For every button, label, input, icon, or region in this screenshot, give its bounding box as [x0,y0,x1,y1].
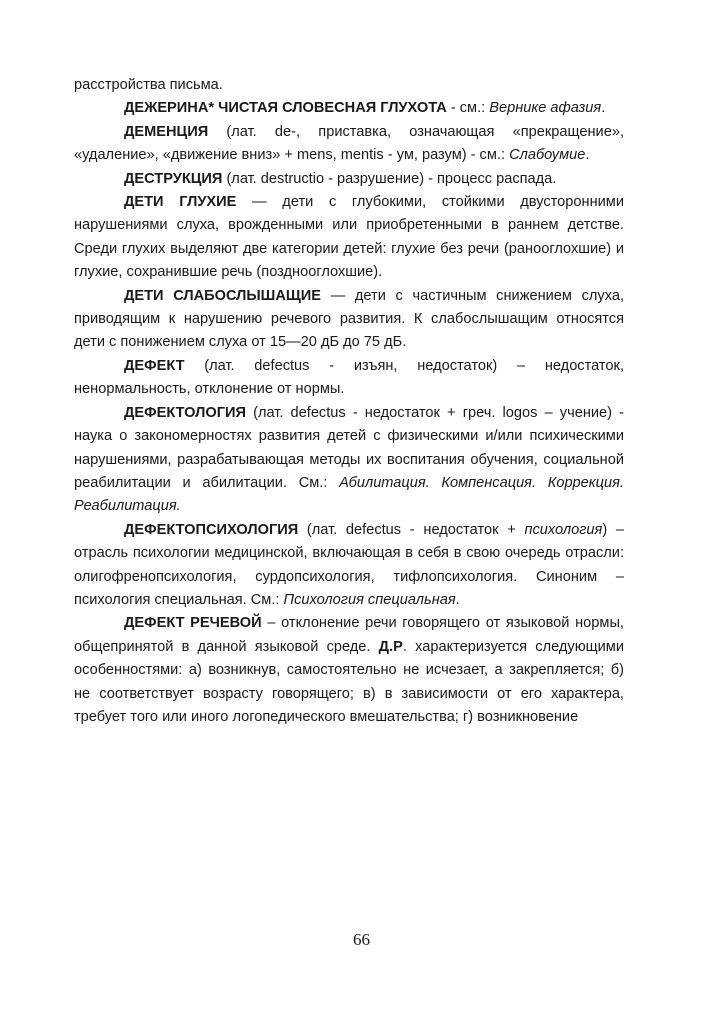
entry-9-bold2: Д.Р [378,638,403,655]
entry-8-ital2: Психология специальная [283,591,456,608]
entry-7-text: (лат. defectus - недостаток + греч. logos – учение) - наука о закономерностях развития детей с физическими и/или психическими нарушениями, разрабатывающая методы их воспитания обучения, социальной реабилитации и абилитации. См.: [74,404,624,491]
entry-4 [74,191,624,285]
entry-1-ital: Вернике афазия [489,100,602,117]
entry-5-head: ДЕТИ СЛАБОСЛЫШАЩИЕ [124,287,321,304]
entry-2-head: ДЕМЕНЦИЯ [124,123,209,140]
entry-2-text: (лат. de-, приставка, означающая «прекращение», «удаление», «движение вниз» + mens, mentis - ум, разум) - см.: [74,123,624,164]
entry-8-tail2: . [455,591,460,608]
entry-3-text: (лат. destructio - разрушение) - процесс распада. [222,170,557,187]
entry-6-head: ДЕФЕКТ [124,357,185,374]
entry-9 [74,612,624,729]
entry-2-tail: . [585,147,590,164]
entry-8 [74,519,624,613]
entry-7 [74,402,624,519]
entry-0 [74,74,624,97]
entry-9-tail: . характеризуется следующими особенностями: а) возникнув, самостоятельно не исчезает, а закрепляется; б) не соответствует возрасту говорящего; в) в зависимости от его характера, требует того или иного логопедического вмешательства; г) возникновение [74,638,624,725]
page-body [74,74,624,729]
page-number: 66 [353,930,370,949]
entry-6-text: (лат. defectus - изъян, недостаток) – недостаток, ненормальность, отклонение от нормы. [74,357,624,398]
entry-8-tail: ) – отрасль психологии медицинской, включающая в себя в свою очередь отрасли: олигофренопсихология, сурдопсихология, тифлопсихология. Синоним – психология специальная. См.: [74,521,625,608]
entry-4-text: — дети с глубокими, стойкими двусторонними нарушениями слуха, врожденными или приобретенными в раннем детстве. Среди глухих выделяют две категории детей: глухие без речи (ранооглохшие) и глухие, сохранившие речь (позднооглохшие). [74,194,624,281]
entry-9-head: ДЕФЕКТ РЕЧЕВОЙ [124,615,262,632]
entry-7-ital: Абилитация. Компенсация. Коррекция. Реабилитация. [74,474,624,515]
entry-4-head: ДЕТИ ГЛУХИЕ [124,194,237,211]
entry-2-ital: Слабоумие [509,147,586,164]
entry-8-head: ДЕФЕКТОПСИХОЛОГИЯ [124,521,299,538]
entry-9-text: – отклонение речи говорящего от языковой нормы, общепринятой в данной языковой среде. [74,615,624,655]
entry-2 [74,121,624,168]
entry-1-text: - см.: [446,100,490,117]
entry-8-text: (лат. defectus - недостаток + [298,521,525,538]
entry-0-text: расстройства письма. [74,77,223,93]
entry-3-head: ДЕСТРУКЦИЯ [124,170,223,187]
entry-1-head: ДЕЖЕРИНА* ЧИСТАЯ СЛОВЕСНАЯ ГЛУХОТА [124,100,447,117]
entry-1-tail: . [601,100,606,117]
entry-7-head: ДЕФЕКТОЛОГИЯ [124,404,246,421]
entry-3 [74,168,624,191]
entry-1 [74,97,624,120]
entry-5 [74,285,624,355]
entry-8-ital: психология [524,521,603,538]
entry-6 [74,355,624,402]
entry-5-text: — дети с частичным снижением слуха, приводящим к нарушению речевого развития. К слабослышащим относятся дети с понижением слуха от 15—20 дБ до 75 дБ. [74,287,625,351]
